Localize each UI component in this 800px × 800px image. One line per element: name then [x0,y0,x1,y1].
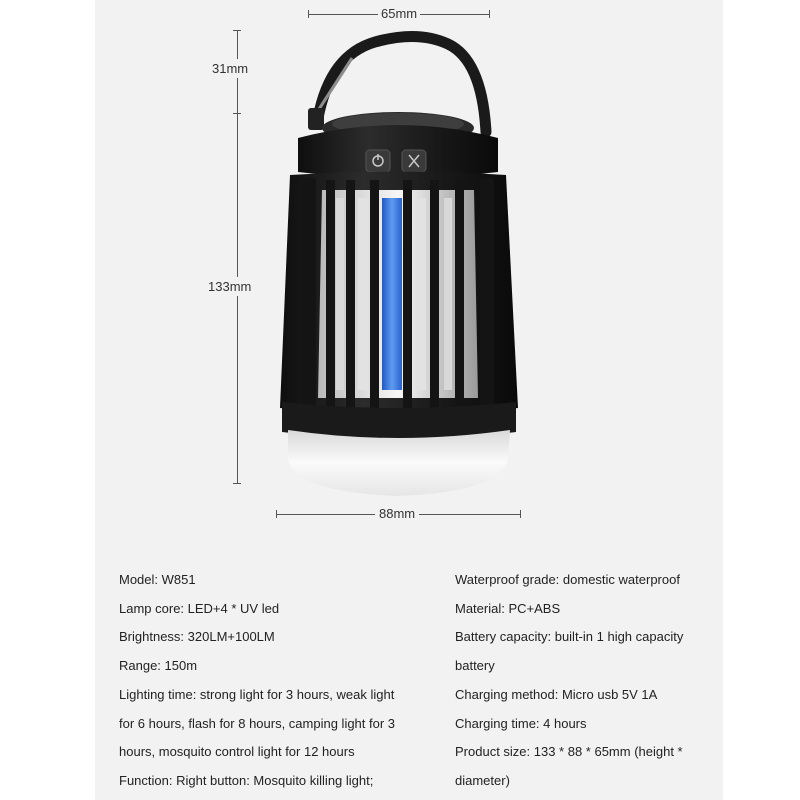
power-button-icon [366,150,390,172]
bottom-width-tick-right [520,510,521,518]
body-height-label: 133mm [208,279,252,294]
spec-line: Product size: 133 * 88 * 65mm (height * [455,744,683,760]
spec-line: for 6 hours, flash for 8 hours, camping light for 3 [119,715,396,731]
spec-line: Material: PC+ABS [455,600,561,616]
lamp-product-image [270,20,530,500]
height-tick-top [233,30,241,31]
specs-left-column [119,566,439,796]
bottom-width-label: 88mm [375,506,419,521]
spec-line: Waterproof grade: domestic waterproof [455,572,680,587]
cap-height-label: 31mm [212,61,249,76]
spec-line: Lamp core: LED+4 * UV led [119,600,280,616]
spec-line: Charging method: Micro usb 5V 1A [455,686,658,702]
top-width-tick-right [489,10,490,18]
spec-line: Lighting time: strong light for 3 hours, weak light [119,686,395,702]
height-tick-bottom [233,483,241,484]
top-width-label: 65mm [378,6,420,21]
spec-line: hours, mosquito control light for 12 hours [119,744,355,760]
spec-line: Brightness: 320LM+100LM [119,629,275,645]
spec-line: Range: 150m [119,658,198,674]
uv-tube [382,198,402,390]
top-width-tick-left [308,10,309,18]
bottom-width-tick-left [276,510,277,518]
spec-line: Charging time: 4 hours [455,715,587,731]
spec-line: Model: W851 [119,572,196,587]
spec-line: Function: Right button: Mosquito killing light; [119,772,374,788]
spec-line: Battery capacity: built-in 1 high capacity [455,629,684,645]
spec-line: battery [455,658,495,674]
spec-line: diameter) [455,772,510,788]
height-tick-mid [233,113,241,114]
height-line [237,30,238,483]
specs-right-column [455,566,715,796]
